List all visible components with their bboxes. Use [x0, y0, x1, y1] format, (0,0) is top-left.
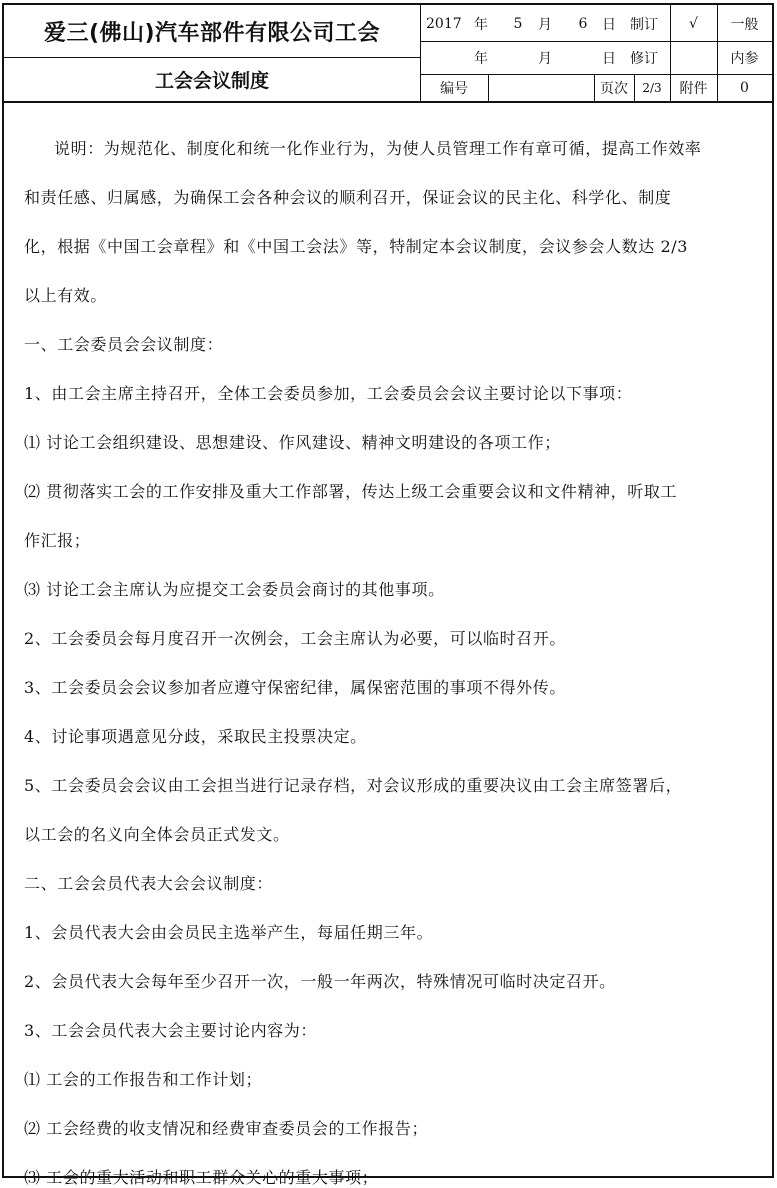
paragraph-line: ⑶ 讨论工会主席认为应提交工会委员会商讨的其他事项。 [24, 580, 445, 599]
paragraph-line: 3、工会委员会会议参加者应遵守保密纪律，属保密范围的事项不得外传。 [24, 678, 566, 697]
paragraph-line: 2、工会委员会每月度召开一次例会，工会主席认为必要，可以临时召开。 [24, 629, 566, 648]
page-number: 2/3 [642, 80, 662, 95]
paragraph-line: 2、会员代表大会每年至少召开一次，一般一年两次，特殊情况可临时决定召开。 [24, 972, 616, 991]
page-label: 页次 [600, 80, 628, 97]
action-established: 制订 [630, 17, 658, 33]
classification-internal: 内参 [730, 50, 759, 67]
paragraph-line: 二、工会会员代表大会会议制度： [24, 874, 274, 893]
paragraph-line: 化，根据《中国工会章程》和《中国工会法》等，特制定本会议制度，会议参会人数达 2/3 [24, 237, 689, 256]
document-title: 工会会议制度 [154, 69, 269, 92]
issue-day: 6 [578, 16, 588, 32]
classification-general: 一般 [730, 17, 759, 33]
paragraph-line: ⑶ 工会的重大活动和职工群众关心的重大事项； [24, 1168, 379, 1187]
paragraph-line: ⑴ 讨论工会组织建设、思想建设、作风建设、精神文明建设的各项工作； [24, 433, 561, 452]
document-page [2, 3, 774, 1187]
paragraph-line: 3、工会会员代表大会主要讨论内容为： [24, 1021, 317, 1040]
issue-year: 2017 [426, 16, 462, 32]
paragraph-line: 1、由工会主席主持召开，全体工会委员参加，工会委员会会议主要讨论以下事项： [24, 384, 633, 403]
document-header [4, 5, 772, 103]
attachment-label: 附件 [679, 80, 708, 97]
paragraph-line: 5、工会委员会会议由工会担当进行记录存档，对会议形成的重要决议由工会主席签署后， [24, 776, 683, 795]
paragraph-line: ⑵ 贯彻落实工会的工作安排及重大工作部署，传达上级工会重要会议和文件精神，听取工 [24, 482, 678, 501]
action-revised: 修订 [630, 50, 658, 67]
paragraph-line: 1、会员代表大会由会员民主选举产生，每届任期三年。 [24, 923, 434, 942]
attachment-count: 0 [740, 79, 749, 96]
paragraph-line: 4、讨论事项遇意见分歧，采取民主投票决定。 [24, 727, 367, 746]
paragraph-line: 以工会的名义向全体会员正式发文。 [24, 825, 290, 844]
day-label: 日 [602, 50, 616, 67]
month-label: 月 [538, 17, 552, 33]
company-name: 爱三(佛山)汽车部件有限公司工会 [43, 20, 381, 46]
issue-month: 5 [513, 16, 523, 32]
paragraph-line: 和责任感、归属感，为确保工会各种会议的顺利召开，保证会议的民主化、科学化、制度 [24, 188, 672, 207]
paragraph-line: ⑴ 工会的工作报告和工作计划； [24, 1070, 263, 1089]
year-label: 年 [474, 17, 488, 33]
paragraph-line: 说明：为规范化、制度化和统一化作业行为，为使人员管理工作有章可循，提高工作效率 [54, 139, 702, 158]
paragraph-line: 作汇报； [24, 531, 91, 550]
number-label: 编号 [440, 80, 468, 97]
day-label: 日 [602, 17, 616, 33]
month-label: 月 [538, 50, 552, 67]
check-mark: √ [689, 16, 698, 32]
paragraph-line: 一、工会委员会会议制度： [24, 335, 224, 354]
paragraph-line: 以上有效。 [24, 286, 108, 305]
paragraph-line: ⑵ 工会经费的收支情况和经费审查委员会的工作报告； [24, 1119, 429, 1138]
number-value [488, 74, 594, 101]
year-label: 年 [474, 50, 488, 67]
